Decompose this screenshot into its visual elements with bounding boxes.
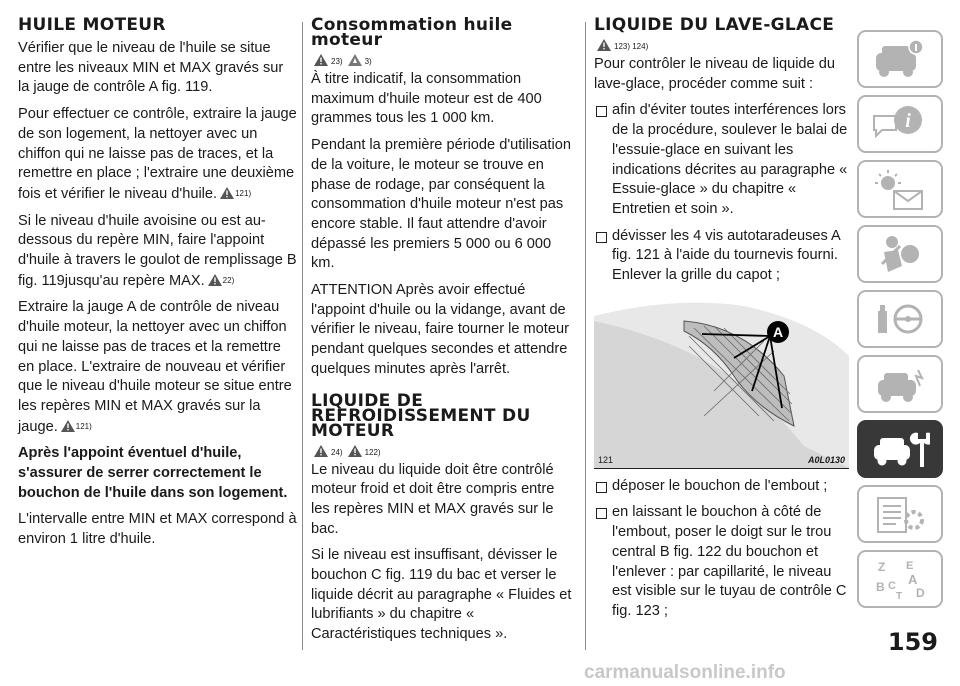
tab-driving[interactable] <box>857 290 943 348</box>
tab-maintenance[interactable] <box>857 420 943 478</box>
footnote-ref: 22) <box>222 275 235 285</box>
watermark: carmanualsonline.info <box>584 662 786 683</box>
svg-text:Z: Z <box>878 560 886 574</box>
section-heading-consommation: Consommation huile moteur <box>311 15 513 50</box>
svg-text:C: C <box>888 580 896 592</box>
car-wrench-icon <box>870 427 930 471</box>
svg-text:T: T <box>896 591 903 601</box>
svg-text:i: i <box>905 110 911 132</box>
warning-triangle-icon <box>208 274 222 286</box>
warning-refs: 23) 3) <box>311 54 573 66</box>
tab-info[interactable] <box>857 95 943 153</box>
chapter-tabs <box>857 30 943 615</box>
paragraph: Pendant la première période d'utilisation de la voiture, le moteur se trouve en phase de rodage, par conséquent la consommation d'huile moteur n'est pas encore stable. Il faut attendre d'avoir dépassé les premiers 5 000 ou 6 000 km. <box>311 137 571 272</box>
warning-triangle-icon <box>314 54 328 66</box>
paragraph: Si le niveau est insuffisant, dévisser le bouchon C fig. 119 du bac et verser le liquide décrit au paragraphe « Fluides et lubrifiants » du chapitre « Caractéristiques techniques ». <box>311 547 572 643</box>
warning-triangle-icon <box>597 39 611 51</box>
airbag-seat-icon <box>870 232 930 276</box>
car-info-icon <box>870 37 930 81</box>
footnote-ref: 121) <box>235 188 252 198</box>
paragraph: Extraire la jauge A de contrôle de niveau d'huile moteur, la nettoyer avec un chiffon qui ne laisse pas de traces et la remettre en place. L'extraire de nouveau et vérifier que le niveau d'huile moteur se situe entre les repères MIN et MAX gravés sur la jauge. 121) <box>18 299 292 435</box>
paragraph: Pour effectuer ce contrôle, extraire la jauge de son logement, la nettoyer avec un chiffon qui ne laisse pas de traces, et la remettre en place ; l'extraire une deuxième fois et vérifier le niveau d'huile. 121) <box>18 106 297 202</box>
callout-label: A <box>772 323 784 340</box>
tab-specifications[interactable] <box>857 485 943 543</box>
warning-triangle-icon <box>61 420 75 432</box>
paragraph: Si le niveau d'huile avoisine ou est au-dessous du repère MIN, faire l'appoint d'huile à travers le goulot de remplissage B fig. 119jusqu'au repère MAX. 22) <box>18 212 297 289</box>
footnote-ref: 121) <box>75 421 92 431</box>
svg-text:E: E <box>906 560 914 572</box>
svg-text:B: B <box>876 580 885 594</box>
warning-triangle-icon <box>314 445 328 457</box>
procedure-list <box>594 477 850 622</box>
section-heading-refroidissement: LIQUIDE DE REFROIDISSEMENT DU MOTEUR <box>311 390 531 441</box>
alphabet-index-icon <box>870 557 930 601</box>
tab-car-info[interactable] <box>857 30 943 88</box>
page-number: 159 <box>887 628 938 656</box>
figure-code: A0L0130 <box>807 454 845 465</box>
fuel-steering-icon <box>870 297 930 341</box>
paragraph: ATTENTION Après avoir effectué l'appoint d'huile ou la vidange, avant de vérifier le niveau, faire tourner le moteur pendant quelques secondes et attendre quelques minutes après l'arrêt. <box>311 282 569 377</box>
warning-lights-icon <box>870 167 930 211</box>
paragraph: Le niveau du liquide doit être contrôlé moteur froid et doit être compris entre les repères MIN et MAX gravés sur le bac. <box>311 461 555 537</box>
caution-triangle-icon <box>348 54 362 66</box>
car-crash-icon <box>870 362 930 406</box>
tab-safety[interactable] <box>857 225 943 283</box>
section-heading-huile-moteur: HUILE MOTEUR <box>18 15 166 35</box>
svg-text:A: A <box>908 572 918 587</box>
paragraph: Pour contrôler le niveau de liquide du lave-glace, procéder comme suit : <box>594 56 835 92</box>
column-washer-fluid <box>594 15 850 629</box>
column-divider <box>302 22 303 650</box>
info-bubble-icon <box>870 102 930 146</box>
list-item: afin d'éviter toutes interférences lors de la procédure, soulever le balai de l'essuie-glace en suivant les indications décrites au paragraphe « Essuie-glace » du chapitre « Entretien et soin ». <box>594 101 850 219</box>
hood-grille-illustration <box>594 296 849 468</box>
column-consumption-coolant <box>311 15 573 652</box>
list-item: dévisser les 4 vis autotaradeuses A fig. 121 à l'aide du tournevis fourni. Enlever la grille du capot ; <box>594 227 850 286</box>
bold-note: Après l'appoint éventuel d'huile, s'assurer de serrer correctement le bouchon de l'huile dans son logement. <box>18 445 288 501</box>
warning-triangle-icon <box>220 187 234 199</box>
figure-number: 121 <box>598 454 614 465</box>
tab-warning-lights[interactable] <box>857 160 943 218</box>
figure-hood-grille <box>594 296 849 469</box>
procedure-list <box>594 101 850 285</box>
tab-emergency[interactable] <box>857 355 943 413</box>
paragraph: Vérifier que le niveau de l'huile se situe entre les niveaux MIN et MAX gravés sur la jauge de contrôle A fig. 119. <box>18 40 284 96</box>
list-item: en laissant le bouchon à côté de l'embout, poser le doigt sur le trou central B fig. 122 du bouchon et l'enlever : par capillarité, le niveau est visible sur le tuyau de contrôle C fig. 123 ; <box>594 503 850 621</box>
tab-index[interactable] <box>857 550 943 608</box>
list-item: déposer le bouchon de l'embout ; <box>594 477 850 497</box>
column-divider <box>585 22 586 650</box>
warning-triangle-icon <box>348 445 362 457</box>
warning-refs: 123) 124) <box>594 39 850 51</box>
section-heading-lave-glace: LIQUIDE DU LAVE-GLACE <box>594 15 835 35</box>
warning-refs: 24) 122) <box>311 445 573 457</box>
svg-text:D: D <box>916 586 925 600</box>
paragraph: À titre indicatif, la consommation maximum d'huile moteur est de 400 grammes tous les 1 000 km. <box>311 71 542 127</box>
spec-sheet-icon <box>870 492 930 536</box>
column-oil <box>18 15 298 557</box>
paragraph: L'intervalle entre MIN et MAX correspond à environ 1 litre d'huile. <box>18 511 297 548</box>
